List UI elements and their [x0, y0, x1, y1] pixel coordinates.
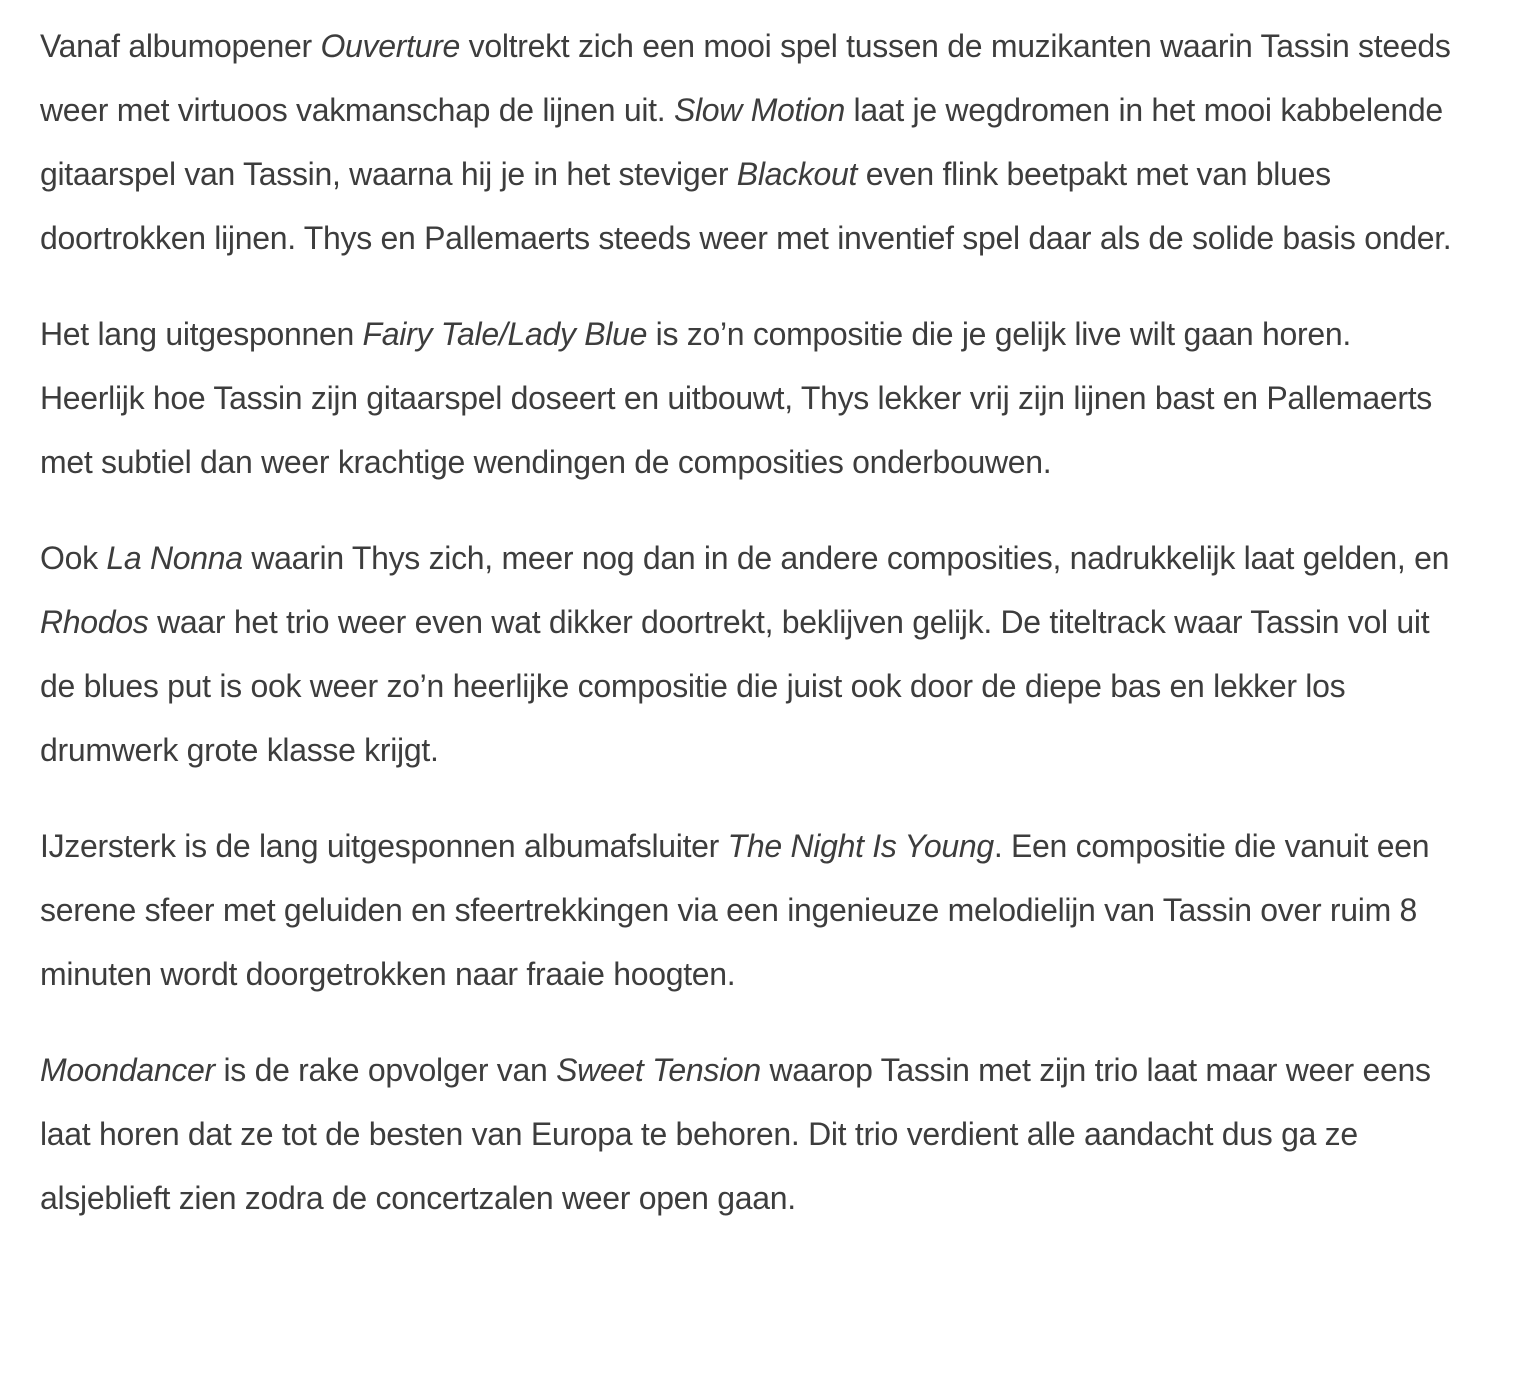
text-run: waar het trio weer even wat dikker doortrekt, beklijven gelijk. De titeltrack waar Tassin vol uit de blues put is ook weer zo’n heerlijke compositie die juist ook door de diepe bas en lekker los drumwerk grote klasse krijgt.: [40, 604, 1430, 768]
text-run: is de rake opvolger van: [214, 1052, 557, 1088]
text-run: Het lang uitgesponnen: [40, 316, 363, 352]
album-title: Ouverture: [320, 28, 461, 64]
paragraph: [40, 302, 1460, 494]
track-title: Rhodos: [40, 604, 149, 640]
text-run: Vanaf albumopener: [40, 28, 321, 64]
paragraph: [40, 526, 1460, 782]
text-run: waarop Tassin met zijn trio laat maar weer eens laat horen dat ze tot de besten van Europa te behoren. Dit trio verdient alle aandacht dus ga ze alsjeblieft zien zodra de concertzalen weer open gaan.: [40, 1052, 1431, 1216]
text-run: . Een compositie die vanuit een serene sfeer met geluiden en sfeertrekkingen via een ingenieuze melodielijn van Tassin over ruim 8 minuten wordt doorgetrokken naar fraaie hoogten.: [40, 828, 1430, 992]
album-title: Moondancer: [40, 1052, 215, 1088]
text-run: voltrekt zich een mooi spel tussen de muzikanten waarin Tassin steeds weer met virtuoos vakmanschap de lijnen uit.: [40, 28, 1451, 128]
text-run: laat je wegdromen in het mooi kabbelende gitaarspel van Tassin, waarna hij je in het steviger: [40, 92, 1443, 192]
track-title: The Night Is Young: [727, 828, 994, 864]
text-run: IJzersterk is de lang uitgesponnen albumafsluiter: [40, 828, 728, 864]
track-title: Slow Motion: [673, 92, 845, 128]
track-title: La Nonna: [106, 540, 243, 576]
paragraph: [40, 1038, 1460, 1230]
article-body: [40, 14, 1460, 1262]
track-title: Blackout: [736, 156, 858, 192]
text-run: waarin Thys zich, meer nog dan in de andere composities, nadrukkelijk laat gelden, en: [242, 540, 1450, 576]
track-title: Fairy Tale/Lady Blue: [362, 316, 648, 352]
paragraph: [40, 814, 1460, 1006]
text-run: is zo’n compositie die je gelijk live wilt gaan horen. Heerlijk hoe Tassin zijn gitaarspel doseert en uitbouwt, Thys lekker vrij zijn lijnen bast en Pallemaerts met subtiel dan weer krachtige wendingen de composities onderbouwen.: [40, 316, 1433, 480]
text-run: even flink beetpakt met van blues doortrokken lijnen. Thys en Pallemaerts steeds weer met inventief spel daar als de solide basis onder.: [40, 156, 1452, 256]
text-run: Ook: [40, 540, 107, 576]
paragraph: [40, 14, 1460, 270]
album-title: Sweet Tension: [556, 1052, 761, 1088]
